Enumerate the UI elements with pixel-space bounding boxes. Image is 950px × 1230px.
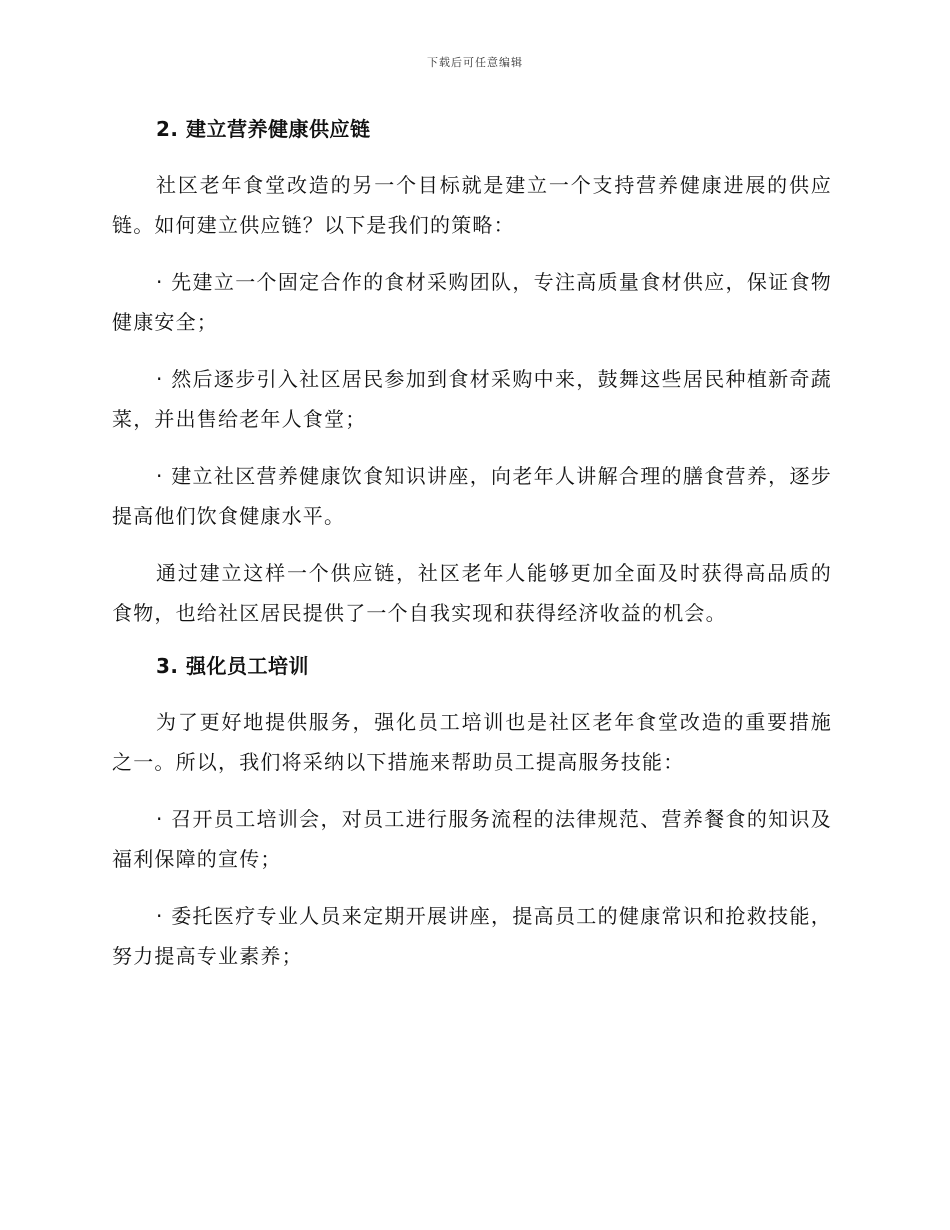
paragraph: 为了更好地提供服务，强化员工培训也是社区老年食堂改造的重要措施之一。所以，我们将采纳以下措施来帮助员工提高服务技能： (112, 710, 832, 774)
paragraph: 社区老年食堂改造的另一个目标就是建立一个支持营养健康进展的供应链。如何建立供应链？以下是我们的策略： (112, 173, 832, 237)
bullet-paragraph: · 建立社区营养健康饮食知识讲座，向老年人讲解合理的膳食营养，逐步提高他们饮食健康水平。 (112, 464, 832, 528)
bullet-paragraph: · 召开员工培训会，对员工进行服务流程的法律规范、营养餐食的知识及福利保障的宣传； (112, 807, 832, 871)
header-note: 下载后可任意编辑 (427, 56, 523, 69)
document-body (112, 113, 832, 993)
section-heading-staff-training: 3. 强化员工培训 (156, 654, 309, 678)
paragraph: 通过建立这样一个供应链，社区老年人能够更加全面及时获得高品质的食物，也给社区居民提供了一个自我实现和获得经济收益的机会。 (112, 561, 832, 625)
bullet-paragraph: · 先建立一个固定合作的食材采购团队，专注高质量食材供应，保证食物健康安全； (112, 270, 832, 334)
section-heading-supply-chain: 2. 建立营养健康供应链 (156, 117, 371, 141)
bullet-paragraph: · 委托医疗专业人员来定期开展讲座，提高员工的健康常识和抢救技能，努力提高专业素养； (112, 904, 832, 968)
bullet-paragraph: · 然后逐步引入社区居民参加到食材采购中来，鼓舞这些居民种植新奇蔬菜，并出售给老年人食堂； (112, 367, 832, 431)
